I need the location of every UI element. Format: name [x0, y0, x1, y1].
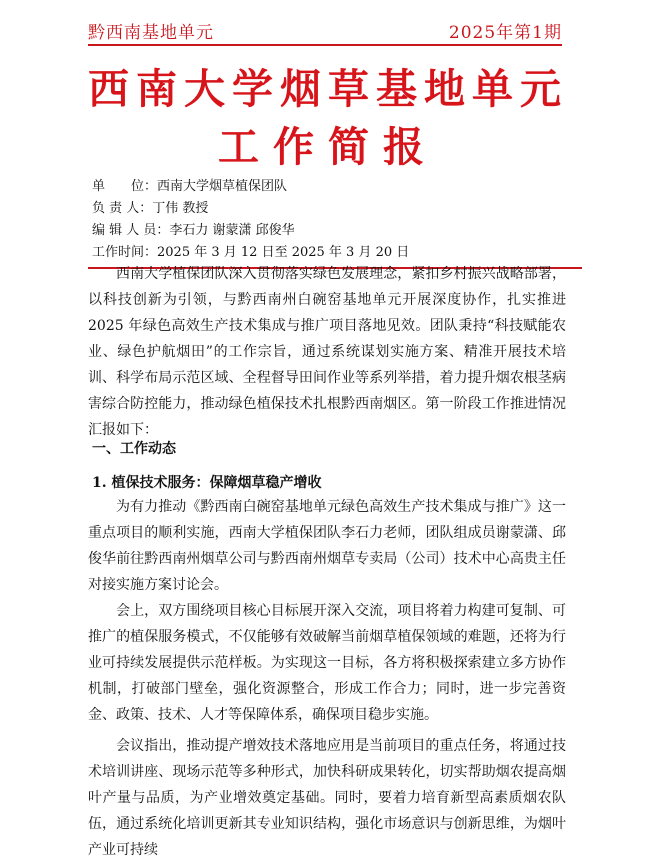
- meta-leader-label: 负 责 人：: [92, 201, 153, 216]
- body-paragraph-3: 会议指出，推动提产增效技术落地应用是当前项目的重点任务，将通过技术培训讲座、现场示范等多种形式，加快科研成果转化，切实帮助烟农提高烟叶产量与品质，为产业增效奠定基础。同时，要着力培育新型高素质烟农队伍，通过系统化培训更新其专业知识结构，强化市场意识与创新思维，为烟叶产业可持续: [88, 738, 566, 858]
- header-unit-name: 黔西南基地单元: [88, 23, 214, 43]
- header-divider: [88, 44, 562, 46]
- meta-editors-value: 李石力 谢蒙潇 邱俊华: [169, 223, 295, 238]
- meta-unit-value: 西南大学烟草植保团队: [157, 179, 288, 194]
- meta-leader: [92, 197, 208, 216]
- meta-unit-label: 单 位：: [92, 179, 158, 194]
- meta-time-label: 工作时间：: [92, 245, 158, 260]
- intro-paragraph: 西南大学植保团队深入贯彻落实绿色发展理念，紧扣乡村振兴战略部署，以科技创新为引领，与黔西南州白碗窑基地单元开展深度协作，扎实推进 2025 年绿色高效生产技术集成与推广项目落地见效。团队秉持“科技赋能农业、绿色护航烟田”的工作宗旨，通过系统谋划实施方案、精准开展技术培训、科学布局示范区域、全程督导田间作业等系列举措，着力提升烟农根茎病害综合防控能力，推动绿色植保技术扎根黔西南烟区。第一阶段工作推进情况汇报如下：: [88, 266, 566, 438]
- running-header: [88, 14, 562, 43]
- meta-editors-label: 编 辑 人 员：: [92, 223, 170, 238]
- body-paragraph-1: 为有力推动《黔西南白碗窑基地单元绿色高效生产技术集成与推广》这一重点项目的顺利实施，西南大学植保团队李石力老师，团队组成员谢蒙潇、邱俊华前往黔西南州烟草公司与黔西南州烟草专卖局（公司）技术中心高贵主任对接实施方案讨论会。: [88, 499, 566, 593]
- subsection-heading: 1. 植保技术服务：保障烟草稳产增收: [92, 475, 322, 491]
- meta-time: [92, 241, 409, 260]
- meta-unit: [92, 175, 287, 194]
- section-heading: 一、工作动态: [92, 441, 176, 457]
- meta-leader-value: 丁伟 教授: [152, 201, 209, 216]
- header-issue-number: 2025年第1期: [448, 23, 562, 43]
- body-paragraph-2: 会上，双方围绕项目核心目标展开深入交流，项目将着力构建可复制、可推广的植保服务模式，不仅能够有效破解当前烟草植保领域的难题，还将为行业可持续发展提供示范样板。为实现这一目标，各方将积极探索建立多方协作机制，打破部门壁垒，强化资源整合，形成工作合力；同时，进一步完善资金、政策、技术、人才等保障体系，确保项目稳步实施。: [88, 603, 566, 723]
- masthead-title-line1: 西南大学烟草基地单元: [88, 65, 568, 113]
- meta-time-value: 2025 年 3 月 12 日至 2025 年 3 月 20 日: [157, 245, 410, 260]
- meta-editors: [92, 219, 295, 238]
- masthead-title-line2: 工作简报: [218, 123, 438, 171]
